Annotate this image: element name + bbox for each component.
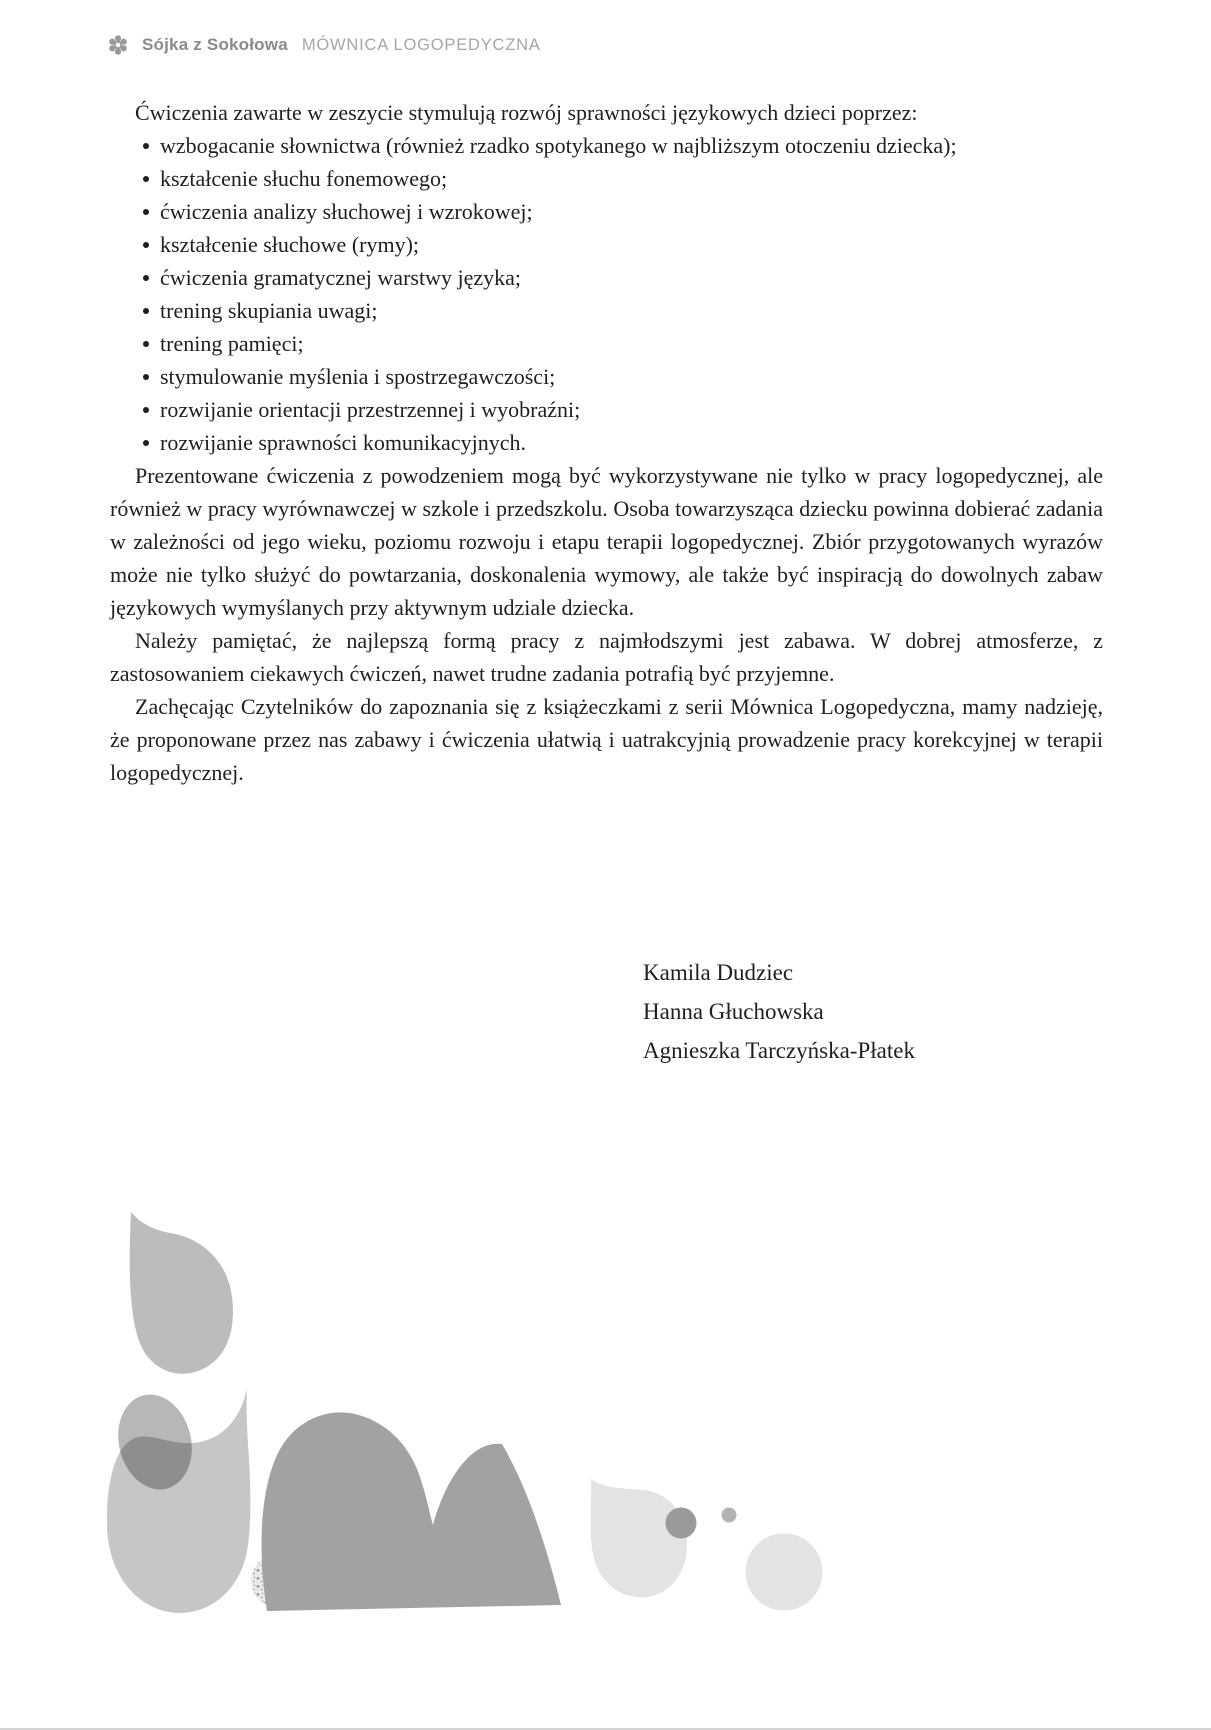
- bullet-item: wzbogacanie słownictwa (również rzadko spotykanego w najbliższym otoczeniu dziecka);: [110, 129, 1103, 162]
- glitter-circle: [251, 1555, 303, 1607]
- author-name: Hanna Głuchowska: [643, 999, 824, 1024]
- authors-block: [643, 953, 915, 1070]
- bullet-item: trening skupiania uwagi;: [110, 294, 1103, 327]
- bullet-item: ćwiczenia analizy słuchowej i wzrokowej;: [110, 195, 1103, 228]
- page-header: [106, 33, 541, 57]
- pale-circle: [746, 1534, 823, 1611]
- body-paragraph: Prezentowane ćwiczenia z powodzeniem mogą być wykorzystywane nie tylko w pracy logopedycznej, ale również w pracy wyrównawczej w szkole i przedszkolu. Osoba towarzysząca dziecku powinna dobierać zadania w zależności od jego wieku, poziomu rozwoju i etapu terapii logopedycznej. Zbiór przygotowanych wyrazów może nie tylko służyć do powtarzania, doskonalenia wymowy, ale także być inspiracją do dowolnych zabaw językowych wymyślanych przy aktywnym udziale dziecka.: [110, 463, 1103, 620]
- pale-drop-shape: [591, 1479, 687, 1597]
- teardrop-shape: [130, 1212, 233, 1374]
- bullet-item: stymulowanie myślenia i spostrzegawczości;: [110, 360, 1103, 393]
- small-dot: [722, 1508, 737, 1523]
- dark-dot: [666, 1508, 697, 1539]
- bullet-item: kształcenie słuchowe (rymy);: [110, 228, 1103, 261]
- bullet-item: rozwijanie sprawności komunikacyjnych.: [110, 426, 1103, 459]
- bullet-item: kształcenie słuchu fonemowego;: [110, 162, 1103, 195]
- brand-name: Sójka z Sokołowa: [142, 35, 288, 54]
- body-paragraph: Zachęcając Czytelników do zapoznania się z książeczkami z serii Mównica Logopedyczna, mamy nadzieję, że proponowane przez nas zabawy i ćwiczenia ułatwią i uatrakcyjnią prowadzenie pracy korekcyjnej w terapii logopedycznej.: [110, 694, 1103, 785]
- series-title: MÓWNICA LOGOPEDYCZNA: [301, 35, 541, 54]
- intro-line: Ćwiczenia zawarte w zeszycie stymulują rozwój sprawności językowych dzieci poprzez:: [135, 100, 918, 125]
- ellipse-shape: [108, 1387, 201, 1498]
- body-paragraph: Należy pamiętać, że najlepszą formą pracy z najmłodszymi jest zabawa. W dobrej atmosferze, z zastosowaniem ciekawych ćwiczeń, nawet trudne zadania potrafią być przyjemne.: [110, 628, 1103, 686]
- speech-bubble-shape: [262, 1412, 561, 1611]
- bullet-list: [110, 129, 1103, 459]
- bullet-item: ćwiczenia gramatycznej warstwy języka;: [110, 261, 1103, 294]
- author-name: Kamila Dudziec: [643, 960, 794, 985]
- rosette-flower-icon: [106, 33, 130, 57]
- bullet-item: trening pamięci;: [110, 327, 1103, 360]
- text-block: [110, 96, 1103, 789]
- bullet-item: rozwijanie orientacji przestrzennej i wyobraźni;: [110, 393, 1103, 426]
- blob-shape: [107, 1389, 250, 1613]
- author-name: Agnieszka Tarczyńska-Płatek: [643, 1038, 915, 1063]
